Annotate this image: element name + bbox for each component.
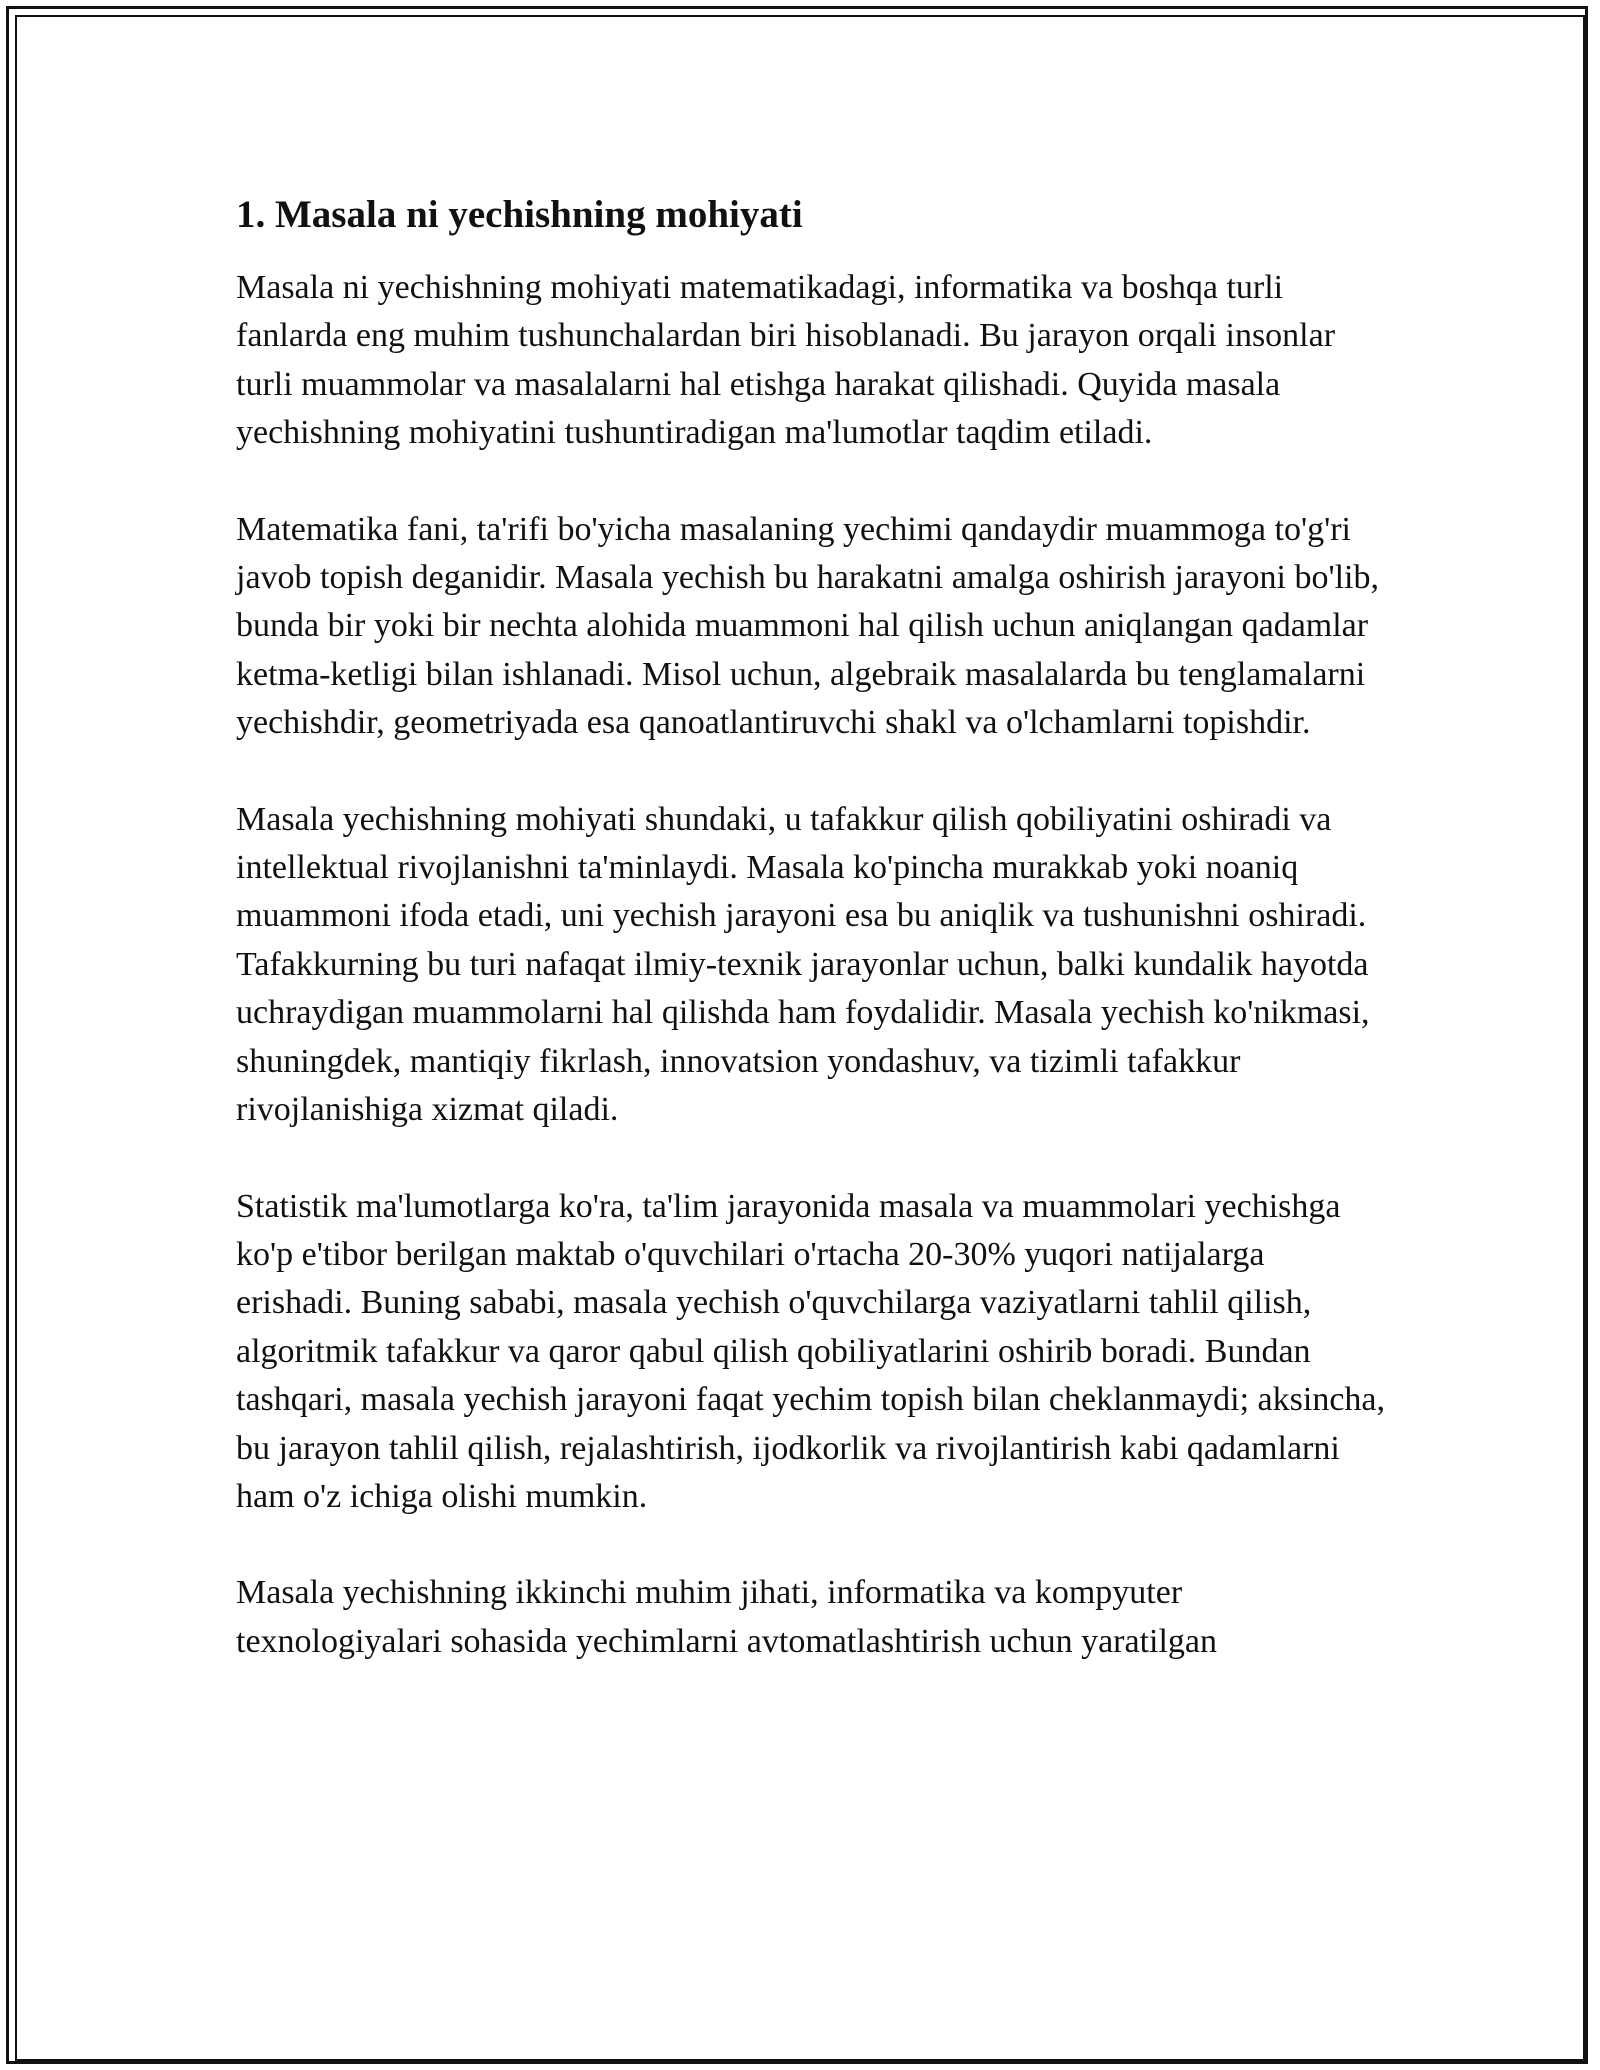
paragraph-5: Masala yechishning ikkinchi muhim jihati, informatika va kompyuter texnologiyalari sohasida yechimlarni avtomatlashtirish uchun yaratilgan bbox=[236, 1574, 1218, 1660]
document-body bbox=[236, 184, 1386, 1714]
paragraph-2: Matematika fani, ta'rifi bo'yicha masalaning yechimi qandaydir muammoga to'g'ri javob topish deganidir. Masala yechish bu harakatni amalga oshirish jarayoni bo'lib, bunda bir yoki bir nechta alohida muammoni hal qilish uchun aniqlangan qadamlar ketma-ketligi bilan ishlanadi. Misol uchun, algebraik masalalarda bu tenglamalarni yechishdir, geometriyada esa qanoatlantiruvchi shakl va o'lchamlarni topishdir. bbox=[236, 510, 1379, 742]
section-heading: 1. Masala ni yechishning mohiyati bbox=[236, 193, 803, 236]
paragraph-1: Masala ni yechishning mohiyati matematikadagi, informatika va boshqa turli fanlarda eng muhim tushunchalardan biri hisoblanadi. Bu jarayon orqali insonlar turli muammolar va masalalarni hal etishga harakat qilishadi. Quyida masala yechishning mohiyatini tushuntiradigan ma'lumotlar taqdim etiladi. bbox=[236, 269, 1336, 452]
paragraph-3: Masala yechishning mohiyati shundaki, u tafakkur qilish qobiliyatini oshiradi va intellektual rivojlanishni ta'minlaydi. Masala ko'pincha murakkab yoki noaniq muammoni ifoda etadi, uni yechish jarayoni esa bu aniqlik va tushunishni oshiradi. Tafakkurning bu turi nafaqat ilmiy-texnik jarayonlar uchun, balki kundalik hayotda uchraydigan muammolarni hal qilishda ham foydalidir. Masala yechish ko'nikmasi, shuningdek, mantiqiy fikrlash, innovatsion yondashuv, va tizimli tafakkur rivojlanishiga xizmat qiladi. bbox=[236, 800, 1370, 1129]
paragraph-4: Statistik ma'lumotlarga ko'ra, ta'lim jarayonida masala va muammolari yechishga ko'p e'tibor berilgan maktab o'quvchilari o'rtacha 20-30% yuqori natijalarga erishadi. Buning sababi, masala yechish o'quvchilarga vaziyatlarni tahlil qilish, algoritmik tafakkur va qaror qabul qilish qobiliyatlarini oshirib boradi. Bundan tashqari, masala yechish jarayoni faqat yechim topish bilan cheklanmaydi; aksincha, bu jarayon tahlil qilish, rejalashtirish, ijodkorlik va rivojlantirish kabi qadamlarni ham o'z ichiga olishi mumkin. bbox=[236, 1187, 1386, 1515]
